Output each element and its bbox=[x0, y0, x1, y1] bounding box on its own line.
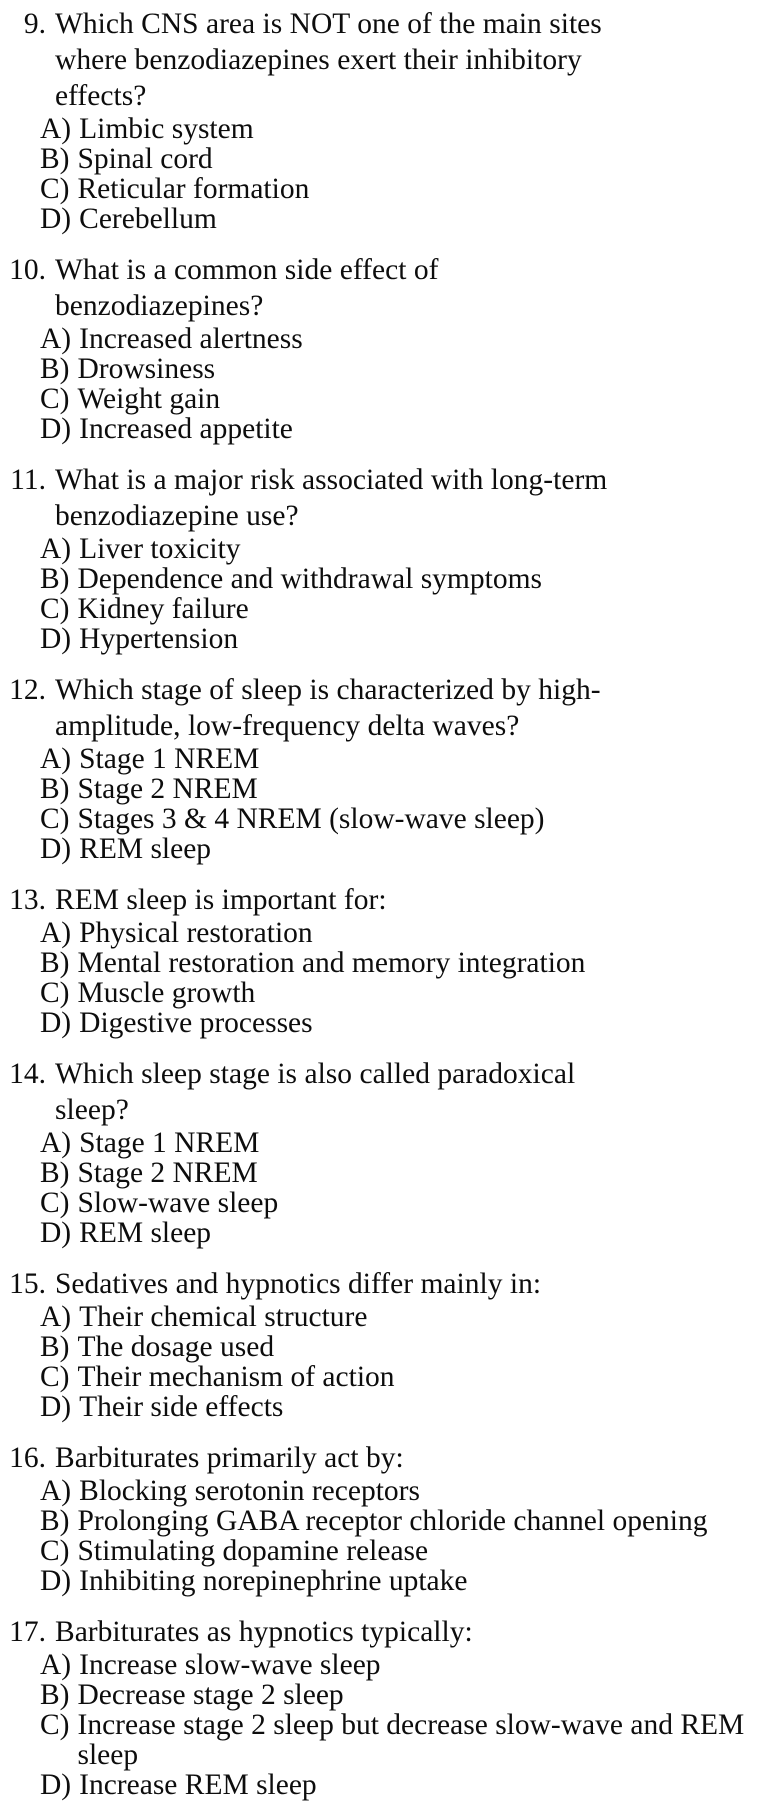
option-item[interactable] bbox=[0, 1476, 768, 1506]
option-text: Stage 1 NREM bbox=[79, 743, 260, 775]
option-letter: D) bbox=[40, 1217, 72, 1249]
option-letter: A) bbox=[40, 1649, 72, 1681]
option-letter: A) bbox=[40, 917, 72, 949]
option-item[interactable] bbox=[0, 1128, 768, 1158]
question-block bbox=[0, 1440, 768, 1596]
question-number: 17. bbox=[9, 1616, 46, 1648]
question-number: 16. bbox=[9, 1442, 46, 1474]
option-text: Their chemical structure bbox=[79, 1301, 368, 1333]
option-text: Slow-wave sleep bbox=[77, 1187, 279, 1219]
question-text: What is a major risk associated with long-term benzodiazepine use? bbox=[55, 464, 608, 532]
question-block bbox=[0, 672, 768, 864]
option-text: Inhibiting norepinephrine uptake bbox=[79, 1565, 468, 1597]
option-letter: C) bbox=[40, 1187, 70, 1219]
option-text: Increase slow-wave sleep bbox=[79, 1649, 381, 1681]
option-text: Stimulating dopamine release bbox=[77, 1535, 429, 1567]
question-text: Sedatives and hypnotics differ mainly in: bbox=[55, 1268, 542, 1300]
option-text: Increase stage 2 sleep but decrease slow-wave and REM sleep bbox=[77, 1709, 745, 1771]
option-item[interactable] bbox=[0, 564, 768, 594]
option-text: Weight gain bbox=[77, 383, 221, 415]
option-letter: D) bbox=[40, 1391, 72, 1423]
question-number: 14. bbox=[9, 1058, 46, 1090]
option-text: Kidney failure bbox=[77, 593, 249, 625]
option-list bbox=[0, 1650, 768, 1800]
option-list bbox=[0, 114, 768, 234]
option-letter: C) bbox=[40, 1709, 70, 1741]
option-letter: C) bbox=[40, 1361, 70, 1393]
question-stem bbox=[0, 6, 768, 114]
option-text: Reticular formation bbox=[77, 173, 310, 205]
option-item[interactable] bbox=[0, 174, 768, 204]
question-block bbox=[0, 882, 768, 1038]
option-text: Hypertension bbox=[79, 623, 239, 655]
option-letter: C) bbox=[40, 593, 70, 625]
question-text: Which stage of sleep is characterized by high-amplitude, low-frequency delta waves? bbox=[55, 674, 601, 742]
question-block bbox=[0, 1614, 768, 1800]
option-letter: B) bbox=[40, 773, 70, 805]
option-letter: B) bbox=[40, 1505, 70, 1537]
option-text: Limbic system bbox=[79, 113, 254, 145]
option-item[interactable] bbox=[0, 114, 768, 144]
option-letter: B) bbox=[40, 1679, 70, 1711]
question-block bbox=[0, 6, 768, 234]
option-letter: A) bbox=[40, 1127, 72, 1159]
question-stem bbox=[0, 672, 768, 744]
option-item[interactable] bbox=[0, 834, 768, 864]
option-list bbox=[0, 744, 768, 864]
option-item[interactable] bbox=[0, 1650, 768, 1680]
option-item[interactable] bbox=[0, 204, 768, 234]
option-letter: D) bbox=[40, 1007, 72, 1039]
question-block bbox=[0, 1056, 768, 1248]
option-item[interactable] bbox=[0, 1008, 768, 1038]
option-text: REM sleep bbox=[79, 1217, 212, 1249]
option-item[interactable] bbox=[0, 1536, 768, 1566]
question-text: What is a common side effect of benzodiazepines? bbox=[55, 254, 439, 322]
option-text: Blocking serotonin receptors bbox=[79, 1475, 420, 1507]
question-block bbox=[0, 252, 768, 444]
option-item[interactable] bbox=[0, 1770, 768, 1800]
option-item[interactable] bbox=[0, 1710, 768, 1770]
question-block bbox=[0, 462, 768, 654]
question-block bbox=[0, 1266, 768, 1422]
option-item[interactable] bbox=[0, 978, 768, 1008]
question-stem bbox=[0, 882, 768, 918]
option-item[interactable] bbox=[0, 1302, 768, 1332]
option-item[interactable] bbox=[0, 534, 768, 564]
option-text: Cerebellum bbox=[79, 203, 217, 235]
option-text: Muscle growth bbox=[77, 977, 256, 1009]
option-letter: B) bbox=[40, 143, 70, 175]
option-letter: C) bbox=[40, 173, 70, 205]
option-letter: C) bbox=[40, 1535, 70, 1567]
option-letter: D) bbox=[40, 623, 72, 655]
option-text: Mental restoration and memory integration bbox=[77, 947, 586, 979]
question-number: 11. bbox=[10, 464, 46, 496]
option-letter: B) bbox=[40, 1157, 70, 1189]
option-item[interactable] bbox=[0, 144, 768, 174]
option-text: The dosage used bbox=[77, 1331, 275, 1363]
option-letter: A) bbox=[40, 113, 72, 145]
option-item[interactable] bbox=[0, 384, 768, 414]
option-text: Their mechanism of action bbox=[77, 1361, 395, 1393]
option-item[interactable] bbox=[0, 918, 768, 948]
option-text: Drowsiness bbox=[77, 353, 216, 385]
option-text: Increased appetite bbox=[79, 413, 293, 445]
option-text: Spinal cord bbox=[77, 143, 213, 175]
option-letter: A) bbox=[40, 743, 72, 775]
option-item[interactable] bbox=[0, 948, 768, 978]
option-letter: B) bbox=[40, 563, 70, 595]
question-stem bbox=[0, 1614, 768, 1650]
question-text: Barbiturates primarily act by: bbox=[55, 1442, 404, 1474]
option-item[interactable] bbox=[0, 324, 768, 354]
option-text: Decrease stage 2 sleep bbox=[77, 1679, 344, 1711]
option-item[interactable] bbox=[0, 1188, 768, 1218]
option-list bbox=[0, 324, 768, 444]
option-item[interactable] bbox=[0, 1332, 768, 1362]
option-text: Their side effects bbox=[79, 1391, 284, 1423]
question-number: 13. bbox=[9, 884, 46, 916]
option-item[interactable] bbox=[0, 624, 768, 654]
question-stem bbox=[0, 1440, 768, 1476]
question-number: 12. bbox=[9, 674, 46, 706]
option-text: Liver toxicity bbox=[79, 533, 241, 565]
option-letter: D) bbox=[40, 413, 72, 445]
option-text: Prolonging GABA receptor chloride channel opening bbox=[77, 1505, 708, 1537]
option-letter: B) bbox=[40, 947, 70, 979]
question-text: Which CNS area is NOT one of the main sites where benzodiazepines exert their inhibitory effects? bbox=[55, 8, 602, 112]
option-text: REM sleep bbox=[79, 833, 212, 865]
question-number: 15. bbox=[9, 1268, 46, 1300]
option-letter: A) bbox=[40, 1301, 72, 1333]
option-text: Increase REM sleep bbox=[79, 1769, 317, 1801]
option-letter: D) bbox=[40, 203, 72, 235]
option-item[interactable] bbox=[0, 1362, 768, 1392]
question-stem bbox=[0, 462, 768, 534]
option-text: Stage 2 NREM bbox=[77, 773, 258, 805]
option-item[interactable] bbox=[0, 414, 768, 444]
option-list bbox=[0, 1128, 768, 1248]
option-letter: C) bbox=[40, 383, 70, 415]
option-item[interactable] bbox=[0, 1392, 768, 1422]
option-item[interactable] bbox=[0, 774, 768, 804]
option-item[interactable] bbox=[0, 1218, 768, 1248]
option-text: Physical restoration bbox=[79, 917, 313, 949]
option-list bbox=[0, 534, 768, 654]
option-text: Increased alertness bbox=[79, 323, 303, 355]
option-item[interactable] bbox=[0, 1158, 768, 1188]
question-stem bbox=[0, 252, 768, 324]
option-text: Digestive processes bbox=[79, 1007, 313, 1039]
option-list bbox=[0, 1302, 768, 1422]
option-text: Stage 1 NREM bbox=[79, 1127, 260, 1159]
question-number: 9. bbox=[23, 8, 46, 40]
option-item[interactable] bbox=[0, 1506, 768, 1536]
option-letter: A) bbox=[40, 1475, 72, 1507]
option-letter: A) bbox=[40, 323, 72, 355]
option-text: Stage 2 NREM bbox=[77, 1157, 258, 1189]
option-letter: C) bbox=[40, 803, 70, 835]
option-letter: B) bbox=[40, 1331, 70, 1363]
option-letter: C) bbox=[40, 977, 70, 1009]
option-letter: D) bbox=[40, 1769, 72, 1801]
question-text: Barbiturates as hypnotics typically: bbox=[55, 1616, 473, 1648]
option-item[interactable] bbox=[0, 354, 768, 384]
option-text: Dependence and withdrawal symptoms bbox=[77, 563, 542, 595]
question-text: Which sleep stage is also called paradoxical sleep? bbox=[55, 1058, 576, 1126]
option-item[interactable] bbox=[0, 594, 768, 624]
option-text: Stages 3 & 4 NREM (slow-wave sleep) bbox=[77, 803, 545, 835]
question-stem bbox=[0, 1056, 768, 1128]
question-text: REM sleep is important for: bbox=[55, 884, 387, 916]
option-item[interactable] bbox=[0, 1680, 768, 1710]
option-letter: B) bbox=[40, 353, 70, 385]
option-item[interactable] bbox=[0, 1566, 768, 1596]
option-letter: D) bbox=[40, 1565, 72, 1597]
option-list bbox=[0, 1476, 768, 1596]
option-letter: A) bbox=[40, 533, 72, 565]
option-item[interactable] bbox=[0, 804, 768, 834]
option-item[interactable] bbox=[0, 744, 768, 774]
option-list bbox=[0, 918, 768, 1038]
question-list bbox=[0, 6, 768, 1800]
question-number: 10. bbox=[9, 254, 46, 286]
question-stem bbox=[0, 1266, 768, 1302]
option-letter: D) bbox=[40, 833, 72, 865]
